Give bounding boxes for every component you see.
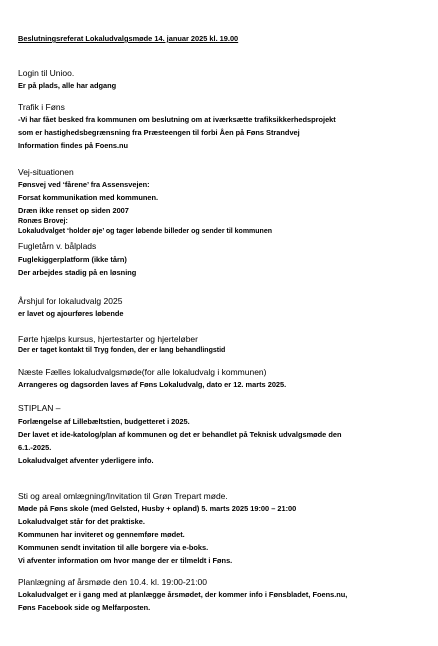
section-line: Lokaludvalget ‘holder øje’ og tager løbende billeder og sender til kommunen — [18, 228, 272, 235]
section-line: Ronæs Brovej: — [18, 218, 68, 225]
section-line: Fønsvej ved ‘fårene’ fra Assensvejen: — [18, 180, 150, 189]
section-line: Vi afventer information om hvor mange der er tilmeldt i Føns. — [18, 556, 233, 565]
section-line: Information findes på Foens.nu — [18, 141, 129, 150]
section-line: Møde på Føns skole (med Gelsted, Husby + opland) 5. marts 2025 19:00 – 21:00 — [18, 504, 297, 513]
section-line: Forsat kommunikation med kommunen. — [18, 193, 159, 202]
section-line: Dræn ikke renset op siden 2007 — [18, 206, 129, 215]
section-line: -Vi har fået besked fra kommunen om beslutning om at iværksætte trafiksikkerhedsprojekt — [18, 115, 336, 124]
section-heading-login: Login til Unioo. — [18, 68, 75, 78]
section-line: Lokaludvalget er i gang med at planlægge årsmødet, der kommer info i Fønsbladet, Foens.nu, — [18, 590, 348, 599]
section-line: Føns Facebook side og Melfarposten. — [18, 603, 151, 612]
section-heading-aarshjul: Årshjul for lokaludvalg 2025 — [18, 296, 123, 306]
section-line: som er hastighedsbegrænsning fra Præsteengen til forbi Åen på Føns Strandvej — [18, 128, 300, 137]
section-line: Kommunen har inviteret og gennemføre mødet. — [18, 530, 185, 539]
section-line: Forlængelse af Lillebæltstien, budgetteret i 2025. — [18, 417, 190, 426]
section-line: Fuglekiggerplatform (ikke tårn) — [18, 255, 127, 264]
section-line: Der er taget kontakt til Tryg fonden, der er lang behandlingstid — [18, 347, 226, 354]
section-line: Er på plads, alle har adgang — [18, 81, 117, 90]
section-line: er lavet og ajourføres løbende — [18, 309, 124, 318]
section-line: Der arbejdes stadig på en løsning — [18, 268, 137, 277]
section-heading-trafik: Trafik i Føns — [18, 102, 65, 112]
section-heading-vej: Vej-situationen — [18, 167, 74, 177]
section-heading-aarsmoede: Planlægning af årsmøde den 10.4. kl. 19:00-21:00 — [18, 577, 208, 587]
section-line: 6.1.-2025. — [18, 443, 52, 452]
section-line: Der lavet et ide-katolog/plan af kommunen og det er behandlet på Teknisk udvalgsmøde den — [18, 430, 342, 439]
section-line: Arrangeres og dagsorden laves af Føns Lokaludvalg, dato er 12. marts 2025. — [18, 380, 287, 389]
section-heading-stiplan: STIPLAN – — [18, 403, 61, 413]
section-heading-faelles-moede: Næste Fælles lokaludvalgsmøde(for alle lokaludvalg i kommunen) — [18, 367, 267, 377]
section-line: Lokaludvalget står for det praktiske. — [18, 517, 145, 526]
section-line: Kommunen sendt invitation til alle borgere via e-boks. — [18, 543, 209, 552]
document-title: Beslutningsreferat Lokaludvalgsmøde 14. januar 2025 kl. 19.00 — [18, 34, 239, 43]
section-heading-sti-areal: Sti og areal omlægning/Invitation til Grøn Trepart møde. — [18, 491, 228, 501]
section-heading-fugletaarn: Fugletårn v. bålplads — [18, 241, 97, 251]
section-line: Lokaludvalget afventer yderligere info. — [18, 456, 154, 465]
section-heading-foerstehjaelp: Førte hjælps kursus, hjertestarter og hjerteløber — [18, 334, 198, 344]
